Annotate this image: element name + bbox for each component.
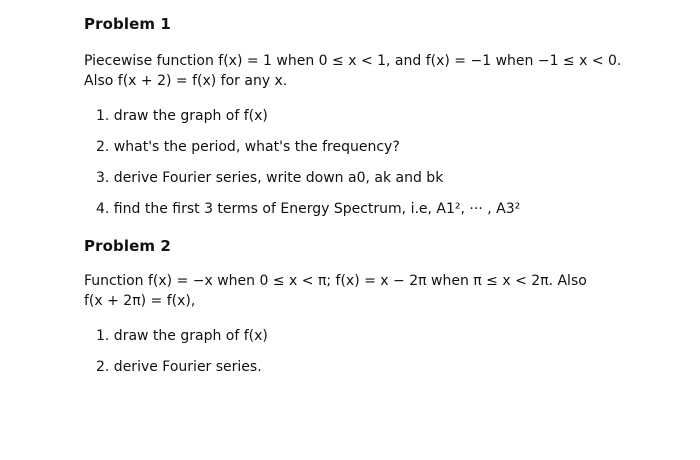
problem-2-statement-line-2: f(x + 2π) = f(x),	[84, 293, 196, 309]
problem-2-item-1: 1. draw the graph of f(x)	[96, 328, 268, 344]
problem-1-item-2: 2. what's the period, what's the frequency?	[96, 139, 400, 155]
problem-2-item-2: 2. derive Fourier series.	[96, 359, 262, 375]
problem-1-title: Problem 1	[84, 15, 171, 33]
problem-1-statement-line-2: Also f(x + 2) = f(x) for any x.	[84, 73, 288, 89]
problem-1-statement-line-1: Piecewise function f(x) = 1 when 0 ≤ x < 1, and f(x) = −1 when −1 ≤ x < 0.	[84, 53, 622, 69]
problem-1-item-4: 4. find the first 3 terms of Energy Spectrum, i.e, A1², ··· , A3²	[96, 201, 521, 217]
problem-1-item-1: 1. draw the graph of f(x)	[96, 108, 268, 124]
problem-2-title: Problem 2	[84, 237, 171, 255]
problem-1-item-3: 3. derive Fourier series, write down a0, ak and bk	[96, 170, 444, 186]
problem-2-statement-line-1: Function f(x) = −x when 0 ≤ x < π; f(x) = x − 2π when π ≤ x < 2π. Also	[84, 273, 587, 289]
